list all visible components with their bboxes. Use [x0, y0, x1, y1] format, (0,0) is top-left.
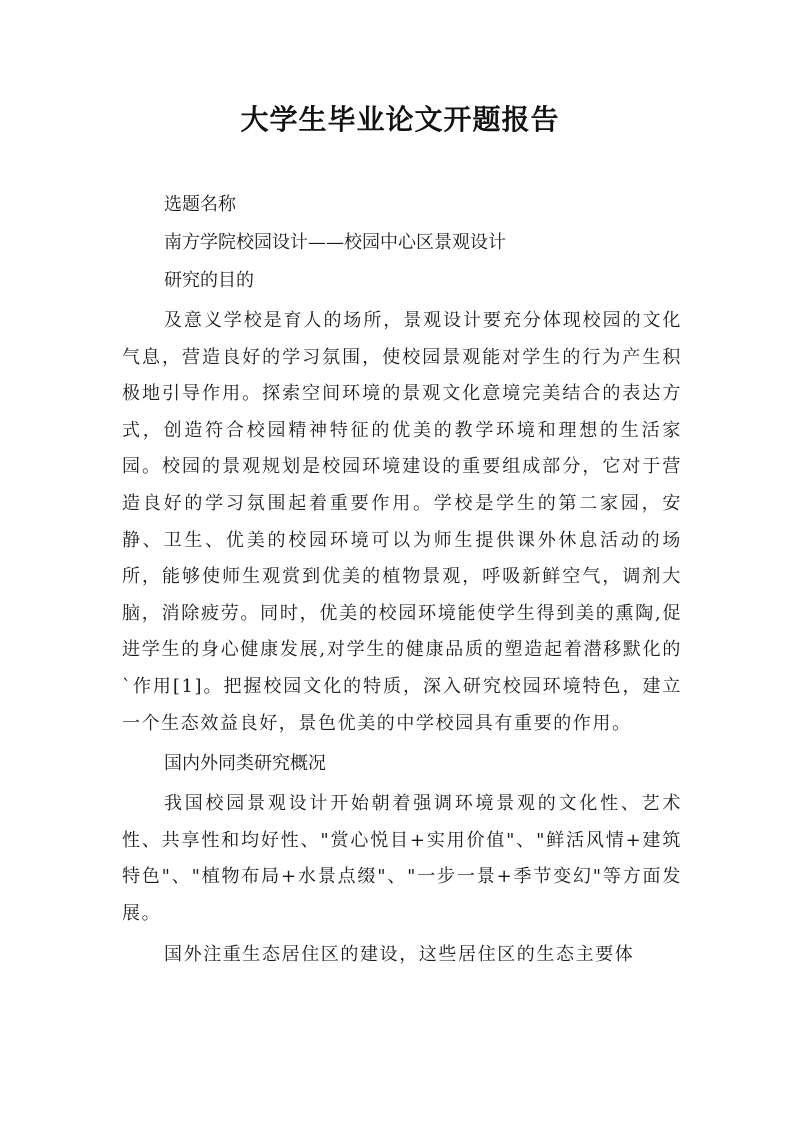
topic-value: 南方学院校园设计——校园中心区景观设计: [164, 232, 506, 253]
purpose-paragraph: 及意义学校是育人的场所，景观设计要充分体现校园的文化气息，营造良好的学习氛围，使校园景观能对学生的行为产生积极地引导作用。探索空间环境的景观文化意境完美结合的表达方式，创造符合校园精神特征的优美的教学环境和理想的生活家园。校园的景观规划是校园环境建设的重要组成部分，它对于营造良好的学习氛围起着重要作用。学校是学生的第二家园，安静、卫生、优美的校园环境可以为师生提供课外休息活动的场所，能够使师生观赏到优美的植物景观，呼吸新鲜空气，调剂大脑，消除疲劳。同时，优美的校园环境能使学生得到美的熏陶,促进学生的身心健康发展,对学生的健康品质的塑造起着潜移默化的`作用[1]。把握校园文化的特质，深入研究校园环境特色，建立一个生态效益良好，景色优美的中学校园具有重要的作用。: [122, 310, 682, 734]
foreign-paragraph: 国外注重生态居住区的建设，这些居住区的生态主要体: [164, 943, 635, 965]
topic-label: 选题名称: [164, 194, 236, 215]
purpose-label: 研究的目的: [164, 270, 254, 291]
document-title: 大学生毕业论文开题报告: [240, 103, 560, 136]
overview-label: 国内外同类研究概况: [164, 753, 326, 775]
document-body: [122, 189, 682, 979]
domestic-paragraph: 我国校园景观设计开始朝着强调环境景观的文化性、艺术性、共享性和均好性、"赏心悦目+实用价值"、"鲜活风情+建筑特色"、"植物布局+水景点缀"、"一步一景+季节变幻"等方面发展。: [122, 793, 682, 924]
